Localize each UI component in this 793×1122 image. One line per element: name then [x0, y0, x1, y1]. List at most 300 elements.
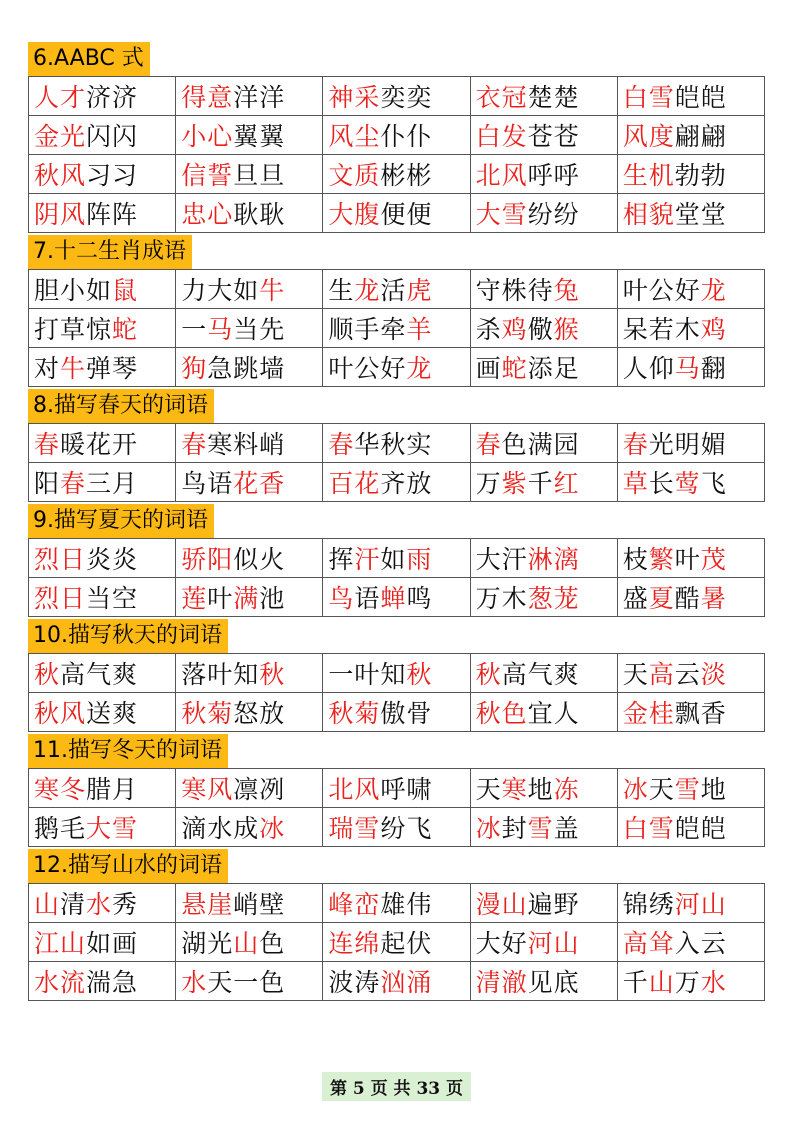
highlighted-text: 草 [622, 469, 649, 498]
idiom-cell [29, 884, 176, 923]
plain-text: 盛 [622, 584, 649, 613]
idiom-cell [176, 348, 323, 387]
idiom-table [28, 653, 765, 732]
idiom-cell [176, 116, 323, 155]
section [28, 734, 765, 847]
plain-text: 千 [622, 968, 649, 997]
idiom-table [28, 423, 765, 502]
plain-text: 滴水成 [181, 814, 260, 843]
section-title: 10.描写秋天的词语 [28, 619, 228, 653]
highlighted-text: 蛇 [112, 315, 139, 344]
plain-text: 腊月 [86, 775, 139, 804]
idiom-cell [470, 155, 617, 194]
section [28, 849, 765, 1001]
plain-text: 阳 [34, 469, 61, 498]
highlighted-text: 水 [86, 890, 113, 919]
highlighted-text: 小心 [181, 122, 234, 151]
idiom-table [28, 768, 765, 847]
highlighted-text: 雨 [406, 545, 433, 574]
highlighted-text: 春 [475, 430, 502, 459]
idiom-cell [176, 808, 323, 847]
idiom-cell [617, 309, 764, 348]
highlighted-text: 淡 [700, 660, 727, 689]
highlighted-text: 高耸 [622, 929, 675, 958]
highlighted-text: 白雪 [622, 814, 675, 843]
idiom-cell [323, 923, 470, 962]
plain-text: 地 [700, 775, 727, 804]
plain-text: 当先 [233, 315, 286, 344]
highlighted-text: 莲 [181, 584, 208, 613]
plain-text: 力大如 [181, 276, 260, 305]
idiom-cell [470, 77, 617, 116]
highlighted-text: 秋菊 [328, 699, 381, 728]
highlighted-text: 烈日 [34, 584, 87, 613]
highlighted-text: 蝉 [380, 584, 407, 613]
highlighted-text: 秋风 [34, 161, 87, 190]
plain-text: 翩翩 [674, 122, 727, 151]
idiom-cell [29, 808, 176, 847]
idiom-cell [617, 270, 764, 309]
idiom-cell [617, 77, 764, 116]
plain-text: 添足 [527, 354, 580, 383]
plain-text: 对 [34, 354, 61, 383]
idiom-cell [29, 424, 176, 463]
highlighted-text: 龙 [406, 354, 433, 383]
plain-text: 飞 [700, 469, 727, 498]
highlighted-text: 阴风 [34, 200, 87, 229]
idiom-cell [323, 155, 470, 194]
idiom-cell [617, 116, 764, 155]
plain-text: 大汗 [475, 545, 528, 574]
highlighted-text: 烈日 [34, 545, 87, 574]
plain-text: 鸟语 [181, 469, 234, 498]
idiom-cell [29, 923, 176, 962]
idiom-cell [617, 923, 764, 962]
plain-text: 高气爽 [60, 660, 139, 689]
highlighted-text: 春 [181, 430, 208, 459]
plain-text: 万 [475, 469, 502, 498]
idiom-cell [470, 962, 617, 1001]
highlighted-text: 狗 [181, 354, 208, 383]
plain-text: 封 [501, 814, 528, 843]
highlighted-text: 相貌 [622, 200, 675, 229]
plain-text: 似火 [233, 545, 286, 574]
plain-text: 如 [380, 545, 407, 574]
highlighted-text: 冻 [553, 775, 580, 804]
idiom-cell [29, 77, 176, 116]
idiom-cell [617, 155, 764, 194]
highlighted-text: 大腹 [328, 200, 381, 229]
highlighted-text: 大雪 [475, 200, 528, 229]
highlighted-text: 风尘 [328, 122, 381, 151]
plain-text: 落叶知 [181, 660, 260, 689]
highlighted-text: 马 [207, 315, 234, 344]
highlighted-text: 秋 [475, 660, 502, 689]
highlighted-text: 白发 [475, 122, 528, 151]
highlighted-text: 山 [648, 968, 675, 997]
highlighted-text: 水 [181, 968, 208, 997]
highlighted-text: 秋菊 [181, 699, 234, 728]
idiom-cell [323, 77, 470, 116]
idiom-cell [470, 578, 617, 617]
highlighted-text: 神采 [328, 83, 381, 112]
plain-text: 凛冽 [233, 775, 286, 804]
plain-text: 池 [259, 584, 286, 613]
highlighted-text: 牛 [259, 276, 286, 305]
idiom-cell [29, 348, 176, 387]
plain-text: 纷纷 [527, 200, 580, 229]
idiom-cell [323, 270, 470, 309]
idiom-cell [470, 808, 617, 847]
highlighted-text: 峰峦 [328, 890, 381, 919]
idiom-cell [617, 769, 764, 808]
plain-text: 鹅毛 [34, 814, 87, 843]
plain-text: 彬彬 [380, 161, 433, 190]
highlighted-text: 冰 [475, 814, 502, 843]
idiom-cell [323, 348, 470, 387]
idiom-cell [29, 578, 176, 617]
idiom-cell [29, 654, 176, 693]
idiom-cell [617, 693, 764, 732]
idiom-cell [29, 155, 176, 194]
idiom-cell [29, 693, 176, 732]
highlighted-text: 兔 [553, 276, 580, 305]
plain-text: 纷飞 [380, 814, 433, 843]
idiom-cell [617, 808, 764, 847]
idiom-cell [176, 155, 323, 194]
plain-text: 寒料峭 [207, 430, 286, 459]
plain-text: 飘香 [674, 699, 727, 728]
idiom-cell [470, 116, 617, 155]
plain-text: 遍野 [527, 890, 580, 919]
plain-text: 云 [674, 660, 701, 689]
plain-text: 打草惊 [34, 315, 113, 344]
plain-text: 勃勃 [674, 161, 727, 190]
plain-text: 暖花开 [60, 430, 139, 459]
table-row [29, 578, 765, 617]
plain-text: 耿耿 [233, 200, 286, 229]
idiom-cell [470, 884, 617, 923]
plain-text: 一 [181, 315, 208, 344]
page-footer [0, 1072, 793, 1101]
highlighted-text: 寒风 [181, 775, 234, 804]
plain-text: 一叶知 [328, 660, 407, 689]
section-title: 8.描写春天的词语 [28, 389, 214, 423]
idiom-cell [617, 962, 764, 1001]
table-row [29, 654, 765, 693]
plain-text: 地 [527, 775, 554, 804]
section-title: 11.描写冬天的词语 [28, 734, 228, 768]
plain-text: 人仰 [622, 354, 675, 383]
idiom-cell [617, 654, 764, 693]
idiom-cell [176, 693, 323, 732]
plain-text: 雄伟 [380, 890, 433, 919]
page-number: 第 5 页 共 33 页 [322, 1072, 471, 1101]
table-row [29, 884, 765, 923]
idiom-cell [29, 309, 176, 348]
highlighted-text: 秋 [259, 660, 286, 689]
table-row [29, 693, 765, 732]
idiom-table [28, 538, 765, 617]
idiom-cell [323, 578, 470, 617]
highlighted-text: 春 [60, 469, 87, 498]
idiom-cell [176, 769, 323, 808]
plain-text: 呼啸 [380, 775, 433, 804]
plain-text: 如画 [86, 929, 139, 958]
table-row [29, 270, 765, 309]
idiom-cell [323, 693, 470, 732]
plain-text: 峭壁 [233, 890, 286, 919]
highlighted-text: 山 [34, 890, 61, 919]
highlighted-text: 大雪 [86, 814, 139, 843]
plain-text: 仆仆 [380, 122, 433, 151]
idiom-cell [323, 309, 470, 348]
idiom-cell [323, 116, 470, 155]
highlighted-text: 江山 [34, 929, 87, 958]
highlighted-text: 繁 [648, 545, 675, 574]
highlighted-text: 羊 [406, 315, 433, 344]
highlighted-text: 衣冠 [475, 83, 528, 112]
plain-text: 怒放 [233, 699, 286, 728]
plain-text: 盖 [553, 814, 580, 843]
highlighted-text: 马 [674, 354, 701, 383]
highlighted-text: 信誓 [181, 161, 234, 190]
plain-text: 胆小如 [34, 276, 113, 305]
highlighted-text: 清澈 [475, 968, 528, 997]
plain-text: 叶公好 [328, 354, 407, 383]
idiom-cell [470, 270, 617, 309]
plain-text: 傲骨 [380, 699, 433, 728]
idiom-cell [323, 769, 470, 808]
idiom-cell [29, 962, 176, 1001]
idiom-cell [176, 654, 323, 693]
highlighted-text: 秋色 [475, 699, 528, 728]
plain-text: 洋洋 [233, 83, 286, 112]
section [28, 235, 765, 387]
highlighted-text: 风度 [622, 122, 675, 151]
highlighted-text: 忠心 [181, 200, 234, 229]
highlighted-text: 汗 [354, 545, 381, 574]
plain-text: 见底 [527, 968, 580, 997]
plain-text: 华秋实 [354, 430, 433, 459]
highlighted-text: 秋风 [34, 699, 87, 728]
highlighted-text: 春 [328, 430, 355, 459]
highlighted-text: 春 [622, 430, 649, 459]
highlighted-text: 花香 [233, 469, 286, 498]
idiom-cell [323, 539, 470, 578]
plain-text: 齐放 [380, 469, 433, 498]
highlighted-text: 冰 [622, 775, 649, 804]
plain-text: 酷 [674, 584, 701, 613]
highlighted-text: 寒冬 [34, 775, 87, 804]
idiom-cell [617, 348, 764, 387]
plain-text: 送爽 [86, 699, 139, 728]
plain-text: 阵阵 [86, 200, 139, 229]
highlighted-text: 虎 [406, 276, 433, 305]
plain-text: 鸣 [406, 584, 433, 613]
plain-text: 入云 [674, 929, 727, 958]
highlighted-text: 秋 [34, 660, 61, 689]
plain-text: 湖光 [181, 929, 234, 958]
section [28, 619, 765, 732]
highlighted-text: 鼠 [112, 276, 139, 305]
highlighted-text: 雪 [674, 775, 701, 804]
plain-text: 万 [674, 968, 701, 997]
highlighted-text: 淋漓 [527, 545, 580, 574]
plain-text: 天 [648, 775, 675, 804]
plain-text: 挥 [328, 545, 355, 574]
section-title: 7.十二生肖成语 [28, 235, 192, 269]
plain-text: 高气爽 [501, 660, 580, 689]
highlighted-text: 莺 [674, 469, 701, 498]
plain-text: 色满园 [501, 430, 580, 459]
plain-text: 当空 [86, 584, 139, 613]
plain-text: 闪闪 [86, 122, 139, 151]
highlighted-text: 水流 [34, 968, 87, 997]
plain-text: 秀 [112, 890, 139, 919]
table-row [29, 309, 765, 348]
idiom-cell [470, 463, 617, 502]
plain-text: 急跳墙 [207, 354, 286, 383]
plain-text: 苍苍 [527, 122, 580, 151]
plain-text: 守株待 [475, 276, 554, 305]
highlighted-text: 悬崖 [181, 890, 234, 919]
idiom-cell [323, 463, 470, 502]
idiom-cell [470, 769, 617, 808]
idiom-cell [617, 463, 764, 502]
plain-text: 炎炎 [86, 545, 139, 574]
plain-text: 奕奕 [380, 83, 433, 112]
idiom-cell [470, 539, 617, 578]
highlighted-text: 紫 [501, 469, 528, 498]
idiom-cell [29, 769, 176, 808]
idiom-cell [470, 654, 617, 693]
highlighted-text: 牛 [60, 354, 87, 383]
highlighted-text: 北风 [328, 775, 381, 804]
table-row [29, 348, 765, 387]
plain-text: 呆若木 [622, 315, 701, 344]
plain-text: 叶 [207, 584, 234, 613]
highlighted-text: 春 [34, 430, 61, 459]
table-row [29, 77, 765, 116]
plain-text: 大好 [475, 929, 528, 958]
highlighted-text: 猴 [553, 315, 580, 344]
highlighted-text: 山 [233, 929, 260, 958]
idiom-cell [176, 309, 323, 348]
plain-text: 色 [259, 929, 286, 958]
idiom-cell [617, 424, 764, 463]
section [28, 389, 765, 502]
idiom-cell [176, 463, 323, 502]
highlighted-text: 汹涌 [380, 968, 433, 997]
highlighted-text: 蛇 [501, 354, 528, 383]
plain-text: 锦绣 [622, 890, 675, 919]
idiom-cell [323, 424, 470, 463]
idiom-cell [323, 194, 470, 233]
plain-text: 长 [648, 469, 675, 498]
plain-text: 皑皑 [674, 83, 727, 112]
highlighted-text: 雪 [527, 814, 554, 843]
plain-text: 湍急 [86, 968, 139, 997]
plain-text: 天 [475, 775, 502, 804]
section-title: 12.描写山水的词语 [28, 849, 228, 883]
idiom-cell [176, 424, 323, 463]
highlighted-text: 连绵 [328, 929, 381, 958]
highlighted-text: 河山 [527, 929, 580, 958]
section-title: 6.AABC 式 [28, 42, 150, 76]
section-title: 9.描写夏天的词语 [28, 504, 214, 538]
highlighted-text: 金桂 [622, 699, 675, 728]
plain-text: 堂堂 [674, 200, 727, 229]
idiom-cell [29, 116, 176, 155]
highlighted-text: 骄阳 [181, 545, 234, 574]
highlighted-text: 秋 [406, 660, 433, 689]
idiom-cell [470, 348, 617, 387]
table-row [29, 539, 765, 578]
idiom-cell [176, 578, 323, 617]
idiom-cell [323, 808, 470, 847]
idiom-cell [470, 424, 617, 463]
highlighted-text: 得意 [181, 83, 234, 112]
plain-text: 波涛 [328, 968, 381, 997]
highlighted-text: 百花 [328, 469, 381, 498]
highlighted-text: 水 [700, 968, 727, 997]
idiom-cell [29, 194, 176, 233]
idiom-cell [29, 270, 176, 309]
plain-text: 画 [475, 354, 502, 383]
section [28, 42, 765, 233]
highlighted-text: 茂 [700, 545, 727, 574]
table-row [29, 769, 765, 808]
highlighted-text: 葱茏 [527, 584, 580, 613]
plain-text: 呼呼 [527, 161, 580, 190]
plain-text: 起伏 [380, 929, 433, 958]
highlighted-text: 高 [648, 660, 675, 689]
idiom-cell [176, 539, 323, 578]
highlighted-text: 北风 [475, 161, 528, 190]
plain-text: 清 [60, 890, 87, 919]
highlighted-text: 满 [233, 584, 260, 613]
highlighted-text: 龙 [700, 276, 727, 305]
idiom-cell [323, 654, 470, 693]
highlighted-text: 瑞雪 [328, 814, 381, 843]
table-row [29, 155, 765, 194]
plain-text: 弹琴 [86, 354, 139, 383]
idiom-table [28, 883, 765, 1001]
idiom-table [28, 76, 765, 233]
highlighted-text: 鸡 [501, 315, 528, 344]
plain-text: 叶公好 [622, 276, 701, 305]
table-row [29, 194, 765, 233]
plain-text: 三月 [86, 469, 139, 498]
plain-text: 光明媚 [648, 430, 727, 459]
idiom-cell [29, 539, 176, 578]
idiom-cell [470, 693, 617, 732]
table-row [29, 424, 765, 463]
plain-text: 济济 [86, 83, 139, 112]
section [28, 504, 765, 617]
idiom-cell [617, 194, 764, 233]
table-row [29, 923, 765, 962]
idiom-cell [470, 309, 617, 348]
plain-text: 旦旦 [233, 161, 286, 190]
idiom-cell [176, 77, 323, 116]
idiom-cell [29, 463, 176, 502]
plain-text: 儆 [527, 315, 554, 344]
page-content [28, 42, 765, 1003]
plain-text: 杀 [475, 315, 502, 344]
highlighted-text: 夏 [648, 584, 675, 613]
